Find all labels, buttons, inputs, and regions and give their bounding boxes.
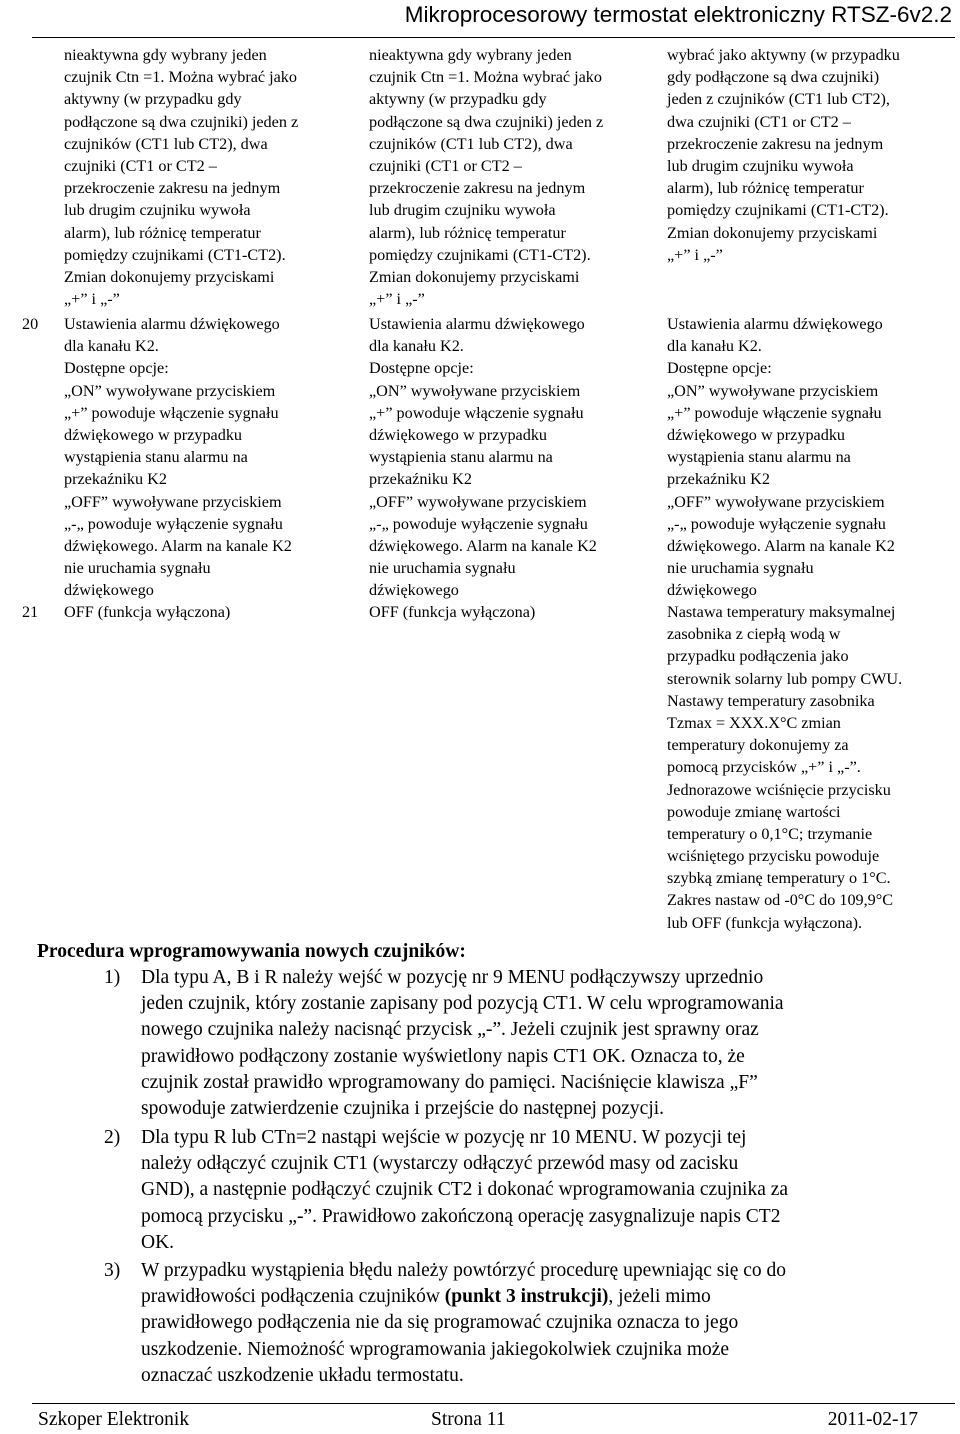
row-20-number: 20 bbox=[22, 315, 39, 333]
text-line: czujniki (CT1 or CT2 – bbox=[369, 156, 522, 175]
text-line: wciśniętego przycisku powoduje bbox=[667, 847, 880, 866]
text-line: aktywny (w przypadku gdy bbox=[64, 90, 242, 109]
text-line: Ustawienia alarmu dźwiękowego bbox=[64, 315, 280, 333]
text-line: dźwiękowego bbox=[369, 581, 459, 600]
text-line: nieaktywna gdy wybrany jeden bbox=[64, 46, 267, 64]
row-21-col3 bbox=[667, 601, 902, 934]
text-line: czujników (CT1 lub CT2), dwa bbox=[64, 134, 268, 153]
text-line: Tzmax = XXX.X°C zmian bbox=[667, 713, 841, 732]
text-line: Dla typu A, B i R należy wejść w pozycję nr 9 MENU podłączywszy uprzednio bbox=[141, 967, 764, 988]
text-line: „-„ powoduje wyłączenie sygnału bbox=[64, 514, 283, 533]
text-line: dla kanału K2. bbox=[369, 337, 464, 356]
text-line: lub OFF (funkcja wyłączona). bbox=[667, 913, 863, 932]
text-line: temperatury o 0,1°C; trzymanie bbox=[667, 824, 873, 843]
text-line: przekroczenie zakresu na jednym bbox=[64, 179, 281, 198]
text-line: pomocą przycisku „-”. Prawidłowo zakończoną operację zasygnalizuje napis CT2 bbox=[141, 1205, 781, 1227]
text-line: Dostępne opcje: bbox=[667, 359, 772, 378]
text-line: „+” powoduje włączenie sygnału bbox=[369, 403, 584, 422]
text-line: sterownik solarny lub pompy CWU. bbox=[667, 669, 903, 688]
text-line: czujnik został prawidło wprogramowany do pamięci. Naciśnięcie klawisza „F” bbox=[141, 1071, 758, 1093]
text-line: należy odłączyć czujnik CT1 (wystarczy odłączyć przewód masy od zacisku bbox=[141, 1153, 739, 1175]
text-line: Zmian dokonujemy przyciskami bbox=[369, 267, 580, 286]
page-footer bbox=[38, 1406, 918, 1434]
text-line: „+” i „-” bbox=[667, 245, 723, 264]
text-line: oznaczać uszkodzenie układu termostatu. bbox=[141, 1364, 464, 1386]
text-line: „ON” wywoływane przyciskiem bbox=[667, 381, 879, 400]
text-line: „ON” wywoływane przyciskiem bbox=[369, 381, 581, 400]
text-line: alarm), lub różnicę temperatur bbox=[369, 223, 566, 242]
text-line: jeden czujnik, który zostanie zapisany pod pozycją CT1. W celu wprogramowania bbox=[141, 993, 784, 1015]
text-line: nieaktywna gdy wybrany jeden bbox=[369, 46, 572, 64]
procedure-title: Procedura wprogramowywania nowych czujników: bbox=[37, 941, 466, 962]
text-line: czujnik Ctn =1. Można wybrać jako bbox=[64, 68, 297, 87]
text-fragment: prawidłowości podłączenia czujników bbox=[141, 1286, 445, 1308]
text-line: Nastawa temperatury maksymalnej bbox=[667, 603, 896, 621]
text-line: temperatury dokonujemy za bbox=[667, 736, 849, 755]
text-line: lub drugim czujniku wywoła bbox=[64, 201, 251, 220]
row-21-col2 bbox=[369, 601, 535, 623]
text-line: przekroczenie zakresu na jednym bbox=[369, 179, 586, 198]
text-line: dwa czujniki (CT1 or CT2 – bbox=[667, 112, 851, 131]
text-line: Zakres nastaw od -0°C do 109,9°C bbox=[667, 891, 894, 910]
text-line: dla kanału K2. bbox=[64, 337, 159, 356]
step-3-remaining bbox=[141, 1310, 786, 1389]
step-marker: 1) bbox=[104, 967, 121, 988]
step-marker: 2) bbox=[104, 1127, 121, 1148]
text-line: nie uruchamia sygnału bbox=[64, 559, 211, 578]
text-line bbox=[141, 1284, 786, 1310]
text-line: podłączone są dwa czujniki) jeden z bbox=[64, 112, 299, 131]
text-line: uszkodzenie. Niemożność wprogramowania jakiegokolwiek czujnika może bbox=[141, 1338, 730, 1360]
page-number: Strona 11 bbox=[431, 1409, 506, 1430]
text-line: pomiędzy czujnikami (CT1-CT2). bbox=[64, 245, 286, 264]
text-line: przekroczenie zakresu na jednym bbox=[667, 134, 884, 153]
row-20-col1 bbox=[64, 313, 292, 601]
text-line: nie uruchamia sygnału bbox=[369, 559, 516, 578]
company-name: Szkoper Elektronik bbox=[38, 1409, 190, 1430]
text-line: „+” i „-” bbox=[64, 290, 120, 309]
text-line: alarm), lub różnicę temperatur bbox=[667, 179, 864, 198]
document-date: 2011-02-17 bbox=[827, 1409, 918, 1430]
step-marker: 3) bbox=[104, 1260, 121, 1281]
text-line: „+” i „-” bbox=[369, 290, 425, 309]
text-line: GND), a następnie podłączyć czujnik CT2 i dokonać wprogramowania czujnika za bbox=[141, 1179, 789, 1201]
text-line: Dostępne opcje: bbox=[64, 359, 169, 378]
row-20-col3 bbox=[667, 313, 895, 601]
text-line: pomiędzy czujnikami (CT1-CT2). bbox=[369, 245, 591, 264]
text-line: „ON” wywoływane przyciskiem bbox=[64, 381, 276, 400]
text-line: wystąpienia stanu alarmu na bbox=[667, 448, 851, 467]
text-line: dźwiękowego. Alarm na kanale K2 bbox=[64, 536, 292, 555]
header-divider bbox=[32, 37, 955, 38]
text-line: dźwiękowego. Alarm na kanale K2 bbox=[667, 536, 895, 555]
text-line: Zmian dokonujemy przyciskami bbox=[667, 223, 878, 242]
text-line: „+” powoduje włączenie sygnału bbox=[667, 403, 882, 422]
text-line: spowoduje zatwierdzenie czujnika i przejście do następnej pozycji. bbox=[141, 1097, 665, 1119]
text-line: pomocą przycisków „+” i „-”. bbox=[667, 758, 861, 777]
step-1-text bbox=[141, 965, 784, 1122]
text-line: OFF (funkcja wyłączona) bbox=[369, 603, 536, 621]
text-line: pomiędzy czujnikami (CT1-CT2). bbox=[667, 201, 889, 220]
text-line: „-„ powoduje wyłączenie sygnału bbox=[369, 514, 588, 533]
row-continuation-col1 bbox=[64, 44, 298, 310]
text-line: zasobnika z ciepłą wodą w bbox=[667, 625, 841, 644]
text-line: dźwiękowego w przypadku bbox=[64, 425, 243, 444]
text-line: OK. bbox=[141, 1231, 175, 1253]
text-line: Dostępne opcje: bbox=[369, 359, 474, 378]
text-line: „OFF” wywoływane przyciskiem bbox=[369, 492, 587, 511]
text-line: W przypadku wystąpienia błędu należy powtórzyć procedurę upewniając się co do bbox=[141, 1260, 787, 1281]
row-continuation-col2 bbox=[369, 44, 603, 310]
text-line: OFF (funkcja wyłączona) bbox=[64, 603, 231, 621]
row-continuation-col3 bbox=[667, 44, 900, 266]
text-line: prawidłowo podłączony zostanie wyświetlony napis CT1 OK. Oznacza to, że bbox=[141, 1045, 745, 1067]
text-line: dźwiękowego. Alarm na kanale K2 bbox=[369, 536, 597, 555]
text-line: Ustawienia alarmu dźwiękowego bbox=[667, 315, 883, 333]
text-line: „+” powoduje włączenie sygnału bbox=[64, 403, 279, 422]
text-line: „OFF” wywoływane przyciskiem bbox=[667, 492, 885, 511]
text-line: dźwiękowego w przypadku bbox=[667, 425, 846, 444]
text-line: wybrać jako aktywny (w przypadku bbox=[667, 46, 900, 64]
step-2-text bbox=[141, 1125, 788, 1256]
footer-divider bbox=[32, 1403, 955, 1404]
page-header bbox=[0, 0, 960, 37]
text-line: Dla typu R lub CTn=2 nastąpi wejście w pozycję nr 10 MENU. W pozycji tej bbox=[141, 1127, 747, 1148]
text-line: Jednorazowe wciśnięcie przycisku bbox=[667, 780, 891, 799]
text-line: nie uruchamia sygnału bbox=[667, 559, 814, 578]
text-line: przekaźniku K2 bbox=[64, 470, 167, 489]
text-line: przypadku podłączenia jako bbox=[667, 647, 849, 666]
row-21-col1 bbox=[64, 601, 230, 623]
text-line: dźwiękowego w przypadku bbox=[369, 425, 548, 444]
step-3-text bbox=[141, 1258, 786, 1389]
text-line: aktywny (w przypadku gdy bbox=[369, 90, 547, 109]
text-line: przekaźniku K2 bbox=[667, 470, 770, 489]
text-line: przekaźniku K2 bbox=[369, 470, 472, 489]
text-line: podłączone są dwa czujniki) jeden z bbox=[369, 112, 604, 131]
text-line: Ustawienia alarmu dźwiękowego bbox=[369, 315, 585, 333]
text-line: powoduje zmianę wartości bbox=[667, 802, 841, 821]
text-line: czujników (CT1 lub CT2), dwa bbox=[369, 134, 573, 153]
text-line: alarm), lub różnicę temperatur bbox=[64, 223, 261, 242]
text-line: dla kanału K2. bbox=[667, 337, 762, 356]
text-line: wystąpienia stanu alarmu na bbox=[369, 448, 553, 467]
text-line: dźwiękowego bbox=[667, 581, 757, 600]
text-line: „OFF” wywoływane przyciskiem bbox=[64, 492, 282, 511]
row-21-number: 21 bbox=[22, 603, 39, 621]
text-line: gdy podłączone są dwa czujniki) bbox=[667, 68, 880, 87]
text-line: „-„ powoduje wyłączenie sygnału bbox=[667, 514, 886, 533]
text-line: jeden z czujników (CT1 lub CT2), bbox=[667, 90, 890, 109]
text-line: szybką zmianę temperatury o 1°C. bbox=[667, 869, 891, 888]
text-line: lub drugim czujniku wywoła bbox=[667, 156, 854, 175]
instruction-reference: (punkt 3 instrukcji) bbox=[444, 1286, 609, 1308]
text-fragment: , jeżeli mimo bbox=[608, 1286, 711, 1308]
text-line: dźwiękowego bbox=[64, 581, 154, 600]
text-line: wystąpienia stanu alarmu na bbox=[64, 448, 248, 467]
text-line: Nastawy temperatury zasobnika bbox=[667, 691, 875, 710]
text-line: czujnik Ctn =1. Można wybrać jako bbox=[369, 68, 602, 87]
text-line: nowego czujnika należy nacisnąć przycisk „-”. Jeżeli czujnik jest sprawny oraz bbox=[141, 1019, 759, 1041]
document-title: Mikroprocesorowy termostat elektroniczny RTSZ-6v2.2 bbox=[404, 2, 952, 27]
text-line: Zmian dokonujemy przyciskami bbox=[64, 267, 275, 286]
text-line: prawidłowego podłączenia nie da się programować czujnika oznacza to jego bbox=[141, 1312, 739, 1334]
text-line: czujniki (CT1 or CT2 – bbox=[64, 156, 217, 175]
row-20-col2 bbox=[369, 313, 597, 601]
text-line: lub drugim czujniku wywoła bbox=[369, 201, 556, 220]
